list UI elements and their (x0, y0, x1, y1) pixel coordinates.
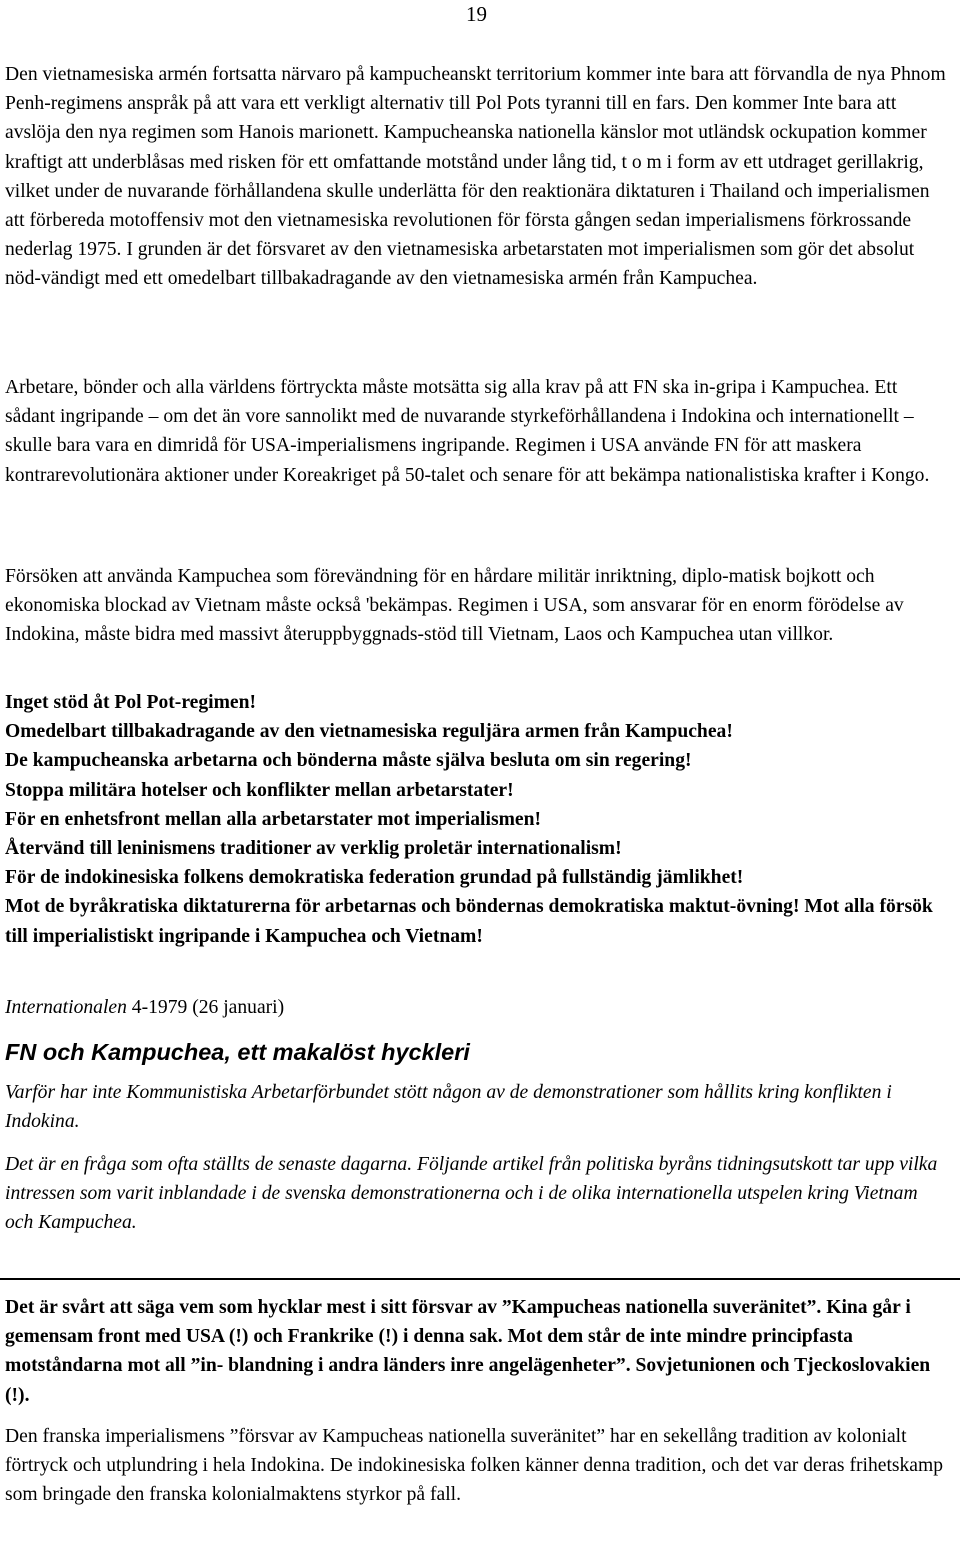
slogan: Återvänd till leninismens traditioner av verklig proletär internationalism! (5, 838, 622, 860)
paragraph-text: Arbetare, bönder och alla världens förtryckta måste motsätta sig alla krav på att FN ska in-gripa i Kampuchea. Ett sådant ingripande – om det än vore sannolikt med de nuvarande styrkeförhållandena i Indokina och internationellt – skulle bara vara en dimridå för USA-imperialismens ingripande. Regimen i USA använde FN för att maskera kontrarevolutionära aktioner under Koreakriget på 50-talet och senare för att bekämpa nationalistiska krafter i Kongo. (5, 377, 930, 486)
body-paragraph-3 (5, 562, 951, 650)
source-reference (5, 993, 284, 1022)
horizontal-divider (0, 1278, 960, 1280)
publication-name: Internationalen (5, 997, 127, 1018)
slogan: Stoppa militära hotelser och konflikter mellan arbetarstater! (5, 779, 514, 801)
slogan: Mot de byråkratiska diktaturerna för arbetarnas och böndernas demokratiska maktut-övning! Mot alla försök till imperialistiskt ingripande i Kampuchea och Vietnam! (5, 896, 933, 947)
article-intro-question: Varför har inte Kommunistiska Arbetarförbundet stött någon av de demonstrationer som hållits kring konflikten i Indokina. (5, 1082, 892, 1133)
article-intro-text: Det är en fråga som ofta ställts de senaste dagarna. Följande artikel från politiska byråns tidningsutskott tar upp vilka intressen som varit inblandade i de svenska demonstrationerna och i de olika internationella utspelen kring Vietnam och Kampuchea. (5, 1154, 938, 1234)
paragraph-text: Den vietnamesiska armén fortsatta närvaro på kampucheanskt territorium kommer inte bara att förvandla de nya Phnom Penh-regimens anspråk på att vara ett verkligt alternativ till Pol Pots tyranni till en fars. Den kommer Inte bara att avslöja den nya regimen som Hanois marionett. Kampucheanska nationella känslor mot utländsk ockupation kommer kraftigt att underblåsas med risken för ett omfattande motstånd under lång tid, t o m i form av ett utdraget gerillakrig, vilket under de nuvarande förhållandena skulle underlätta för den reaktionära diktaturen i Thailand och imperialismen att förbereda motoffensiv mot den vietnamesiska revolutionen för första gången sedan imperialismens förkrossande nederlag 1975. I grunden är det försvaret av den vietnamesiska arbetarstaten mot imperialismen som gör det absolut nöd-vändigt med ett omedelbart tillbakadragande av den vietnamesiska armén från Kampuchea. (5, 64, 946, 290)
slogan: De kampucheanska arbetarna och bönderna måste själva besluta om sin regering! (5, 750, 692, 772)
article-headline: FN och Kampuchea, ett makalöst hyckleri (5, 1039, 470, 1065)
article-body-paragraph: Den franska imperialismens ”försvar av Kampucheas nationella suveränitet” har en sekellång tradition av kolonialt förtryck och utplundring i hela Indokina. De indokinesiska folken känner denna tradition, och det var deras frihetskamp som bringade den franska kolonialmaktens styrkor på fall. (5, 1426, 944, 1506)
issue-info: 4-1979 (26 januari) (126, 997, 285, 1018)
paragraph-text: Försöken att använda Kampuchea som förevändning för en hårdare militär inriktning, diplo-matisk bojkott och ekonomiska blockad av Vietnam måste också 'bekämpas. Regimen i USA, som ansvarar för en enorm förödelse av Indokina, måste bidra med massivt återuppbyggnads-stöd till Vietnam, Laos och Kampuchea utan villkor. (5, 566, 904, 646)
body-paragraph-2 (5, 373, 951, 490)
slogan: För de indokinesiska folkens demokratiska federation grundad på fullständig jämlikhet! (5, 867, 744, 889)
slogan: För en enhetsfront mellan alla arbetarstater mot imperialismen! (5, 808, 542, 830)
article-lead-paragraph: Det är svårt att säga vem som hycklar mest i sitt försvar av ”Kampucheas nationella suveränitet”. Kina går i gemensam front med USA (!) och Frankrike (!) i denna sak. Mot dem står de inte mindre principfasta motståndarna mot all ”in- blandning i andra länders inre angelägenheter”. Sovjetunionen och Tjeckoslovakien (!). (5, 1297, 931, 1406)
page-number: 19 (466, 2, 487, 26)
body-paragraph-1 (5, 60, 951, 294)
slogan-list (5, 688, 951, 951)
slogan: Omedelbart tillbakadragande av den vietnamesiska reguljära armen från Kampuchea! (5, 721, 733, 743)
slogan: Inget stöd åt Pol Pot-regimen! (5, 692, 257, 713)
